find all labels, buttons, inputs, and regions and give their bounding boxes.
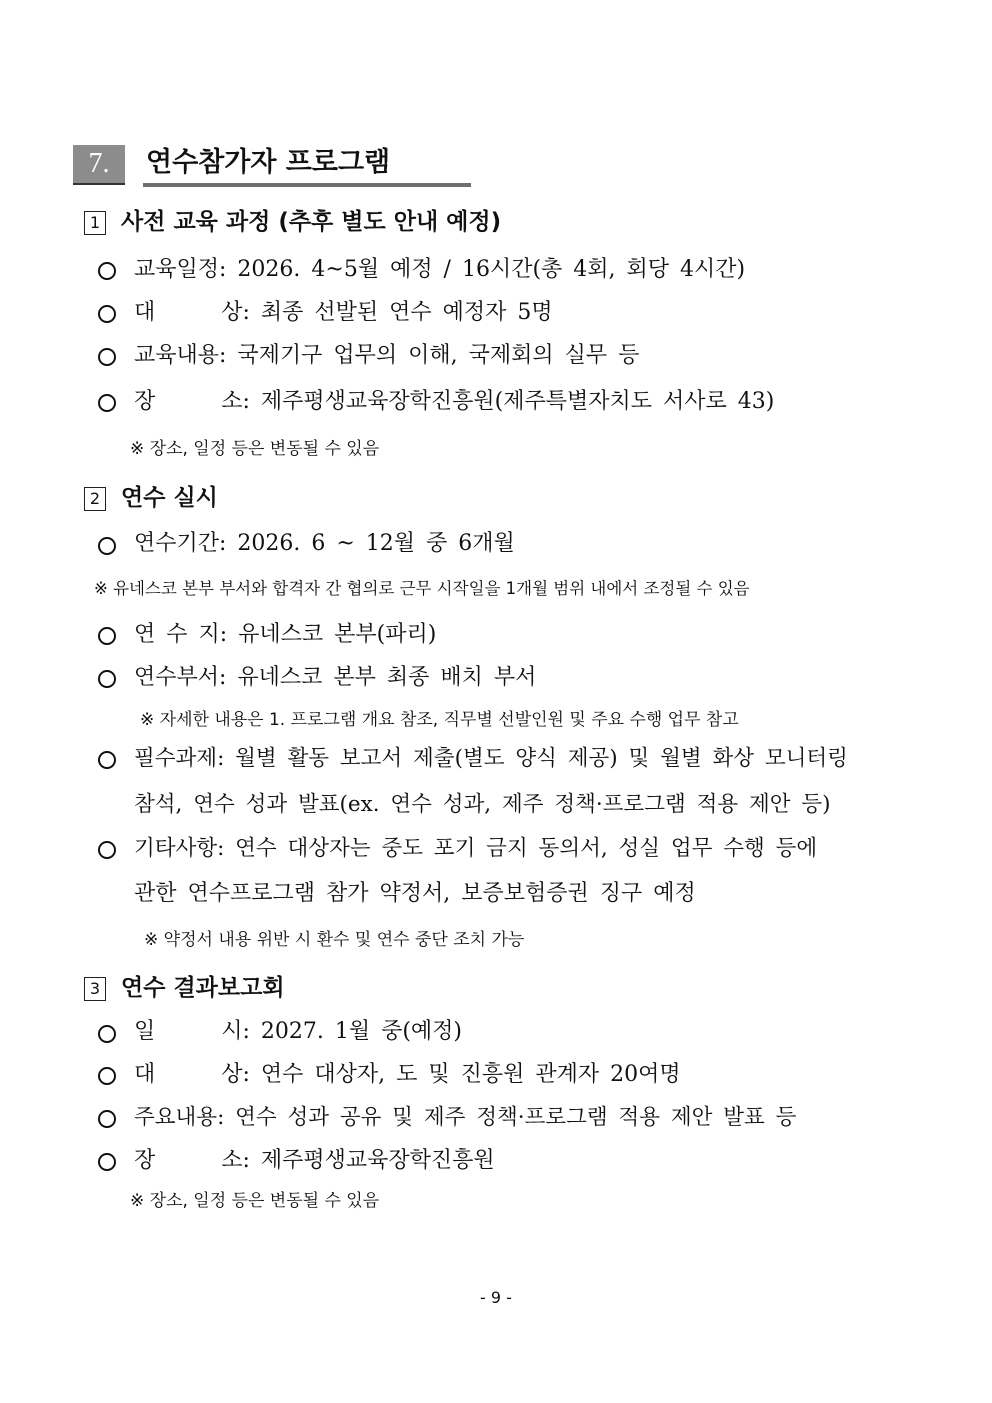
list-item: 주요내용: 연수 성과 공유 및 제주 정책·프로그램 적용 제안 발표 등: [134, 1105, 797, 1130]
section-title: 연수참가자 프로그램: [146, 147, 391, 178]
subsection-title: 사전 교육 과정 (추후 별도 안내 예정): [121, 209, 502, 235]
note-text: ※ 약정서 내용 위반 시 환수 및 연수 중단 조치 가능: [144, 930, 525, 950]
circle-bullet-icon: [98, 841, 116, 859]
list-item: 연수부서: 유네스코 본부 최종 배치 부서: [134, 665, 537, 690]
circle-bullet-icon: [98, 670, 116, 688]
list-item-continuation: 관한 연수프로그램 참가 약정서, 보증보험증권 징구 예정: [134, 881, 696, 906]
subsection-title: 연수 결과보고회: [121, 975, 285, 1001]
circle-bullet-icon: [98, 394, 116, 412]
section-number: 7.: [73, 145, 125, 185]
page-number: - 9 -: [480, 1288, 512, 1307]
list-item: 장 소: 제주평생교육장학진흥원(제주특별자치도 서사로 43): [134, 389, 775, 414]
list-item: 교육일정: 2026. 4~5월 예정 / 16시간(총 4회, 회당 4시간): [134, 257, 746, 282]
list-item: 대 상: 최종 선발된 연수 예정자 5명: [134, 300, 553, 325]
list-item: 필수과제: 월별 활동 보고서 제출(별도 양식 제공) 및 월별 화상 모니터링: [134, 746, 848, 771]
circle-bullet-icon: [98, 1153, 116, 1171]
list-item: 연수기간: 2026. 6 ~ 12월 중 6개월: [134, 531, 515, 556]
subsection-index-box: 3: [84, 977, 106, 1001]
note-text: ※ 장소, 일정 등은 변동될 수 있음: [130, 439, 380, 459]
subsection-index-box: 2: [84, 487, 106, 511]
subsection-title: 연수 실시: [121, 485, 218, 511]
list-item: 일 시: 2027. 1월 중(예정): [134, 1019, 463, 1044]
list-item: 연 수 지: 유네스코 본부(파리): [134, 622, 437, 647]
note-text: ※ 장소, 일정 등은 변동될 수 있음: [130, 1191, 380, 1211]
circle-bullet-icon: [98, 1110, 116, 1128]
list-item: 대 상: 연수 대상자, 도 및 진흥원 관계자 20여명: [134, 1062, 681, 1087]
list-item: 장 소: 제주평생교육장학진흥원: [134, 1148, 495, 1173]
list-item: 교육내용: 국제기구 업무의 이해, 국제회의 실무 등: [134, 343, 640, 368]
list-item-continuation: 참석, 연수 성과 발표(ex. 연수 성과, 제주 정책·프로그램 적용 제안 등): [134, 792, 831, 817]
circle-bullet-icon: [98, 348, 116, 366]
circle-bullet-icon: [98, 305, 116, 323]
section-title-underline: [143, 183, 471, 187]
circle-bullet-icon: [98, 262, 116, 280]
subsection-index-box: 1: [84, 211, 106, 235]
circle-bullet-icon: [98, 1025, 116, 1043]
note-text: ※ 유네스코 본부 부서와 합격자 간 협의로 근무 시작일을 1개월 범위 내에서 조정될 수 있음: [94, 579, 750, 598]
circle-bullet-icon: [98, 1067, 116, 1085]
note-text: ※ 자세한 내용은 1. 프로그램 개요 참조, 직무별 선발인원 및 주요 수행 업무 참고: [140, 710, 739, 730]
circle-bullet-icon: [98, 751, 116, 769]
list-item: 기타사항: 연수 대상자는 중도 포기 금지 동의서, 성실 업무 수행 등에: [134, 836, 818, 861]
circle-bullet-icon: [98, 627, 116, 645]
circle-bullet-icon: [98, 537, 116, 555]
